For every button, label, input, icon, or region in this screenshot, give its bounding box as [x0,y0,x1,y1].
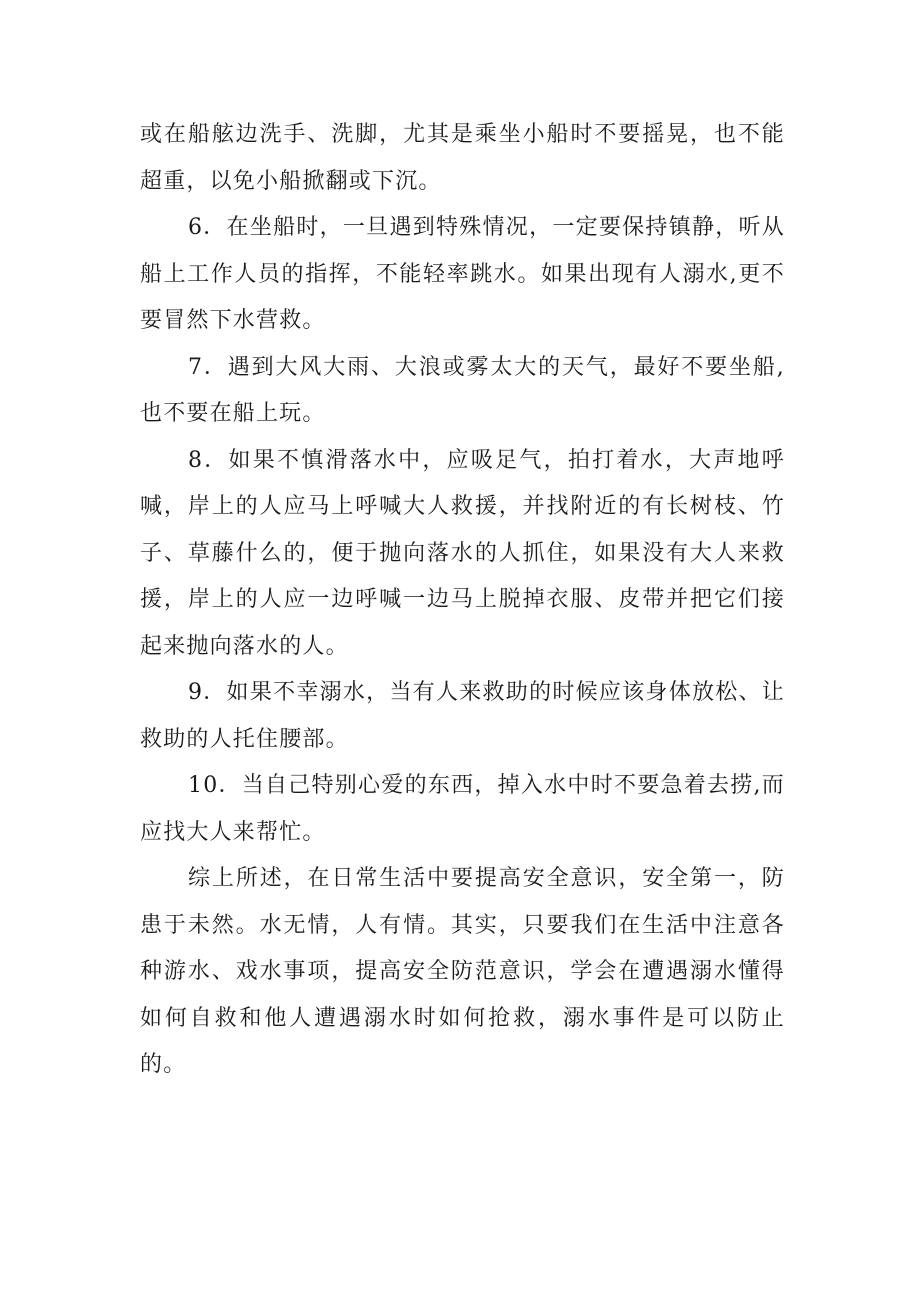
paragraph-item-9: 9．如果不幸溺水，当有人来救助的时候应该身体放松、让救助的人托住腰部。 [140,680,785,752]
paragraph-continued: 或在船舷边洗手、洗脚，尤其是乘坐小船时不要摇晃，也不能超重，以免小船掀翻或下沉。 [140,122,785,194]
paragraph-item-10: 10．当自己特别心爱的东西，掉入水中时不要急着去捞,而应找大人来帮忙。 [140,773,785,845]
paragraph-item-8: 8．如果不慎滑落水中，应吸足气，拍打着水，大声地呼喊，岸上的人应马上呼喊大人救援，并找附近的有长树枝、竹子、草藤什么的，便于抛向落水的人抓住，如果没有大人来救援，岸上的人应一边呼喊一边马上脱掉衣服、皮带并把它们接起来抛向落水的人。 [140,447,785,659]
paragraph-item-6: 6．在坐船时，一旦遇到特殊情况，一定要保持镇静，听从船上工作人员的指挥，不能轻率跳水。如果出现有人溺水,更不要冒然下水营救。 [140,215,785,333]
paragraph-summary: 综上所述，在日常生活中要提高安全意识，安全第一，防患于未然。水无情，人有情。其实，只要我们在生活中注意各种游水、戏水事项，提高安全防范意识，学会在遭遇溺水懂得如何自救和他人遭遇溺水时如何抢救，溺水事件是可以防止的。 [140,866,785,1077]
paragraph-item-7: 7．遇到大风大雨、大浪或雾太大的天气，最好不要坐船,也不要在船上玩。 [140,354,785,426]
document-body [140,112,785,1089]
